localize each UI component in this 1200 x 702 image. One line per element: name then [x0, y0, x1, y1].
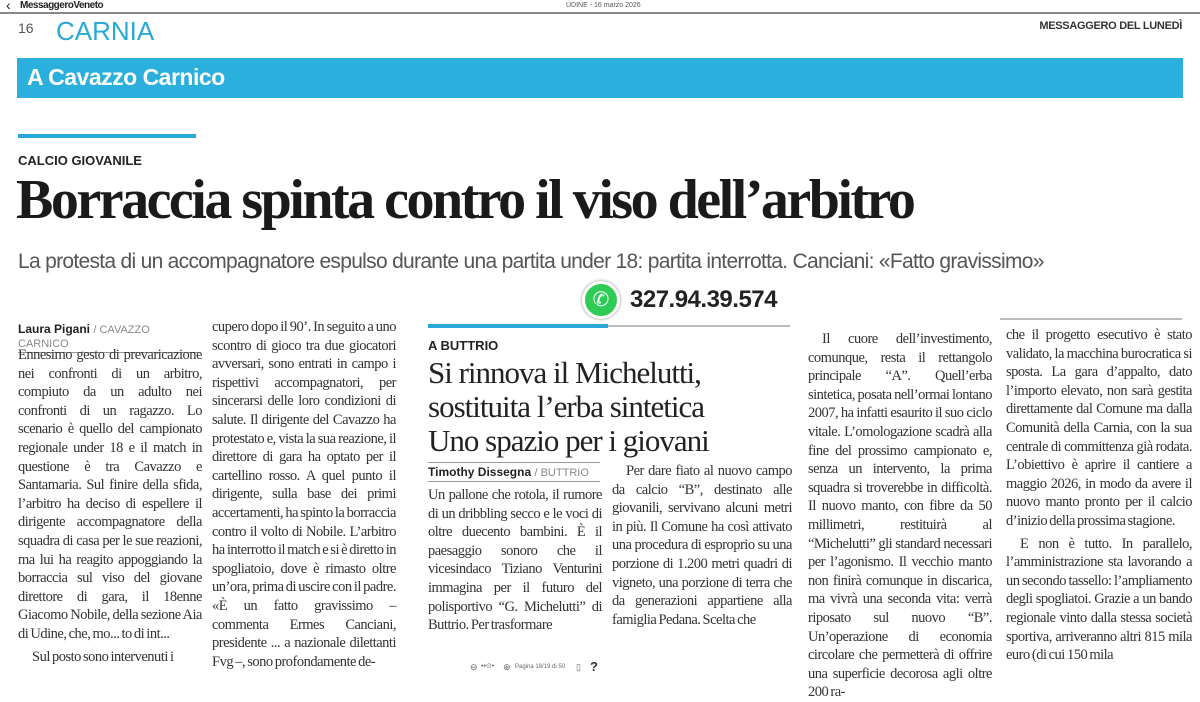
author: Timothy Dissegna: [428, 465, 532, 479]
headline-line: Uno spazio per i giovani: [428, 423, 709, 458]
dateline: / CAVAZZO CARNICO: [18, 324, 150, 350]
headline: Borraccia spinta contro il viso dell’arbitro: [16, 169, 914, 231]
zoom-in-icon[interactable]: ⊕: [503, 662, 511, 672]
author: Laura Pigani: [18, 322, 91, 336]
article2-column-4: che il progetto esecutivo è stato validato, la macchina burocratica si sposta. La gara d’appalto, dato l’importo elevato, non sarà gestita direttamente dal Comune ma dalla Comunità della Carnia, con la sua centrale di committenza già rodata. L’obiettivo è aprire il cantiere a maggio 2026, in modo da avere il nuovo manto pronto per il calcio d’inizio della prossima stagione.: [1006, 327, 1192, 529]
banner-title: A Cavazzo Carnico: [27, 64, 225, 90]
help-button[interactable]: ?: [590, 659, 598, 674]
zoom-out-icon[interactable]: ⊖: [470, 662, 478, 672]
thumbnails-icon[interactable]: ▯: [576, 662, 581, 672]
viewer-top-bar: [0, 0, 1200, 14]
article-column-1: Ennesimo gesto di prevaricazione nei confronti di un arbitro, compiuto da un adulto nei confronti di un ragazzo. Lo scenario è quello del campionato regionale under 18 e il match in questione è tra Cavazzo e Santamaria. Sul finire della sfida, l’arbitro ha deciso di espellere il dirigente accompagnatore della squadra di casa per le sue reazioni, ma lui ha reagito appoggiando la borraccia sul viso del giovane direttore di gara, il 18enne Giacomo Nobile, della sezione Aia di Udine, che, mo... to di int...: [18, 347, 202, 642]
page-indicator: Pagina 18/19 di 50: [515, 664, 566, 670]
back-button[interactable]: ‹: [6, 0, 11, 13]
kicker-2: A BUTTRIO: [428, 338, 499, 353]
article2-column-3: Il cuore dell’investimento, comunque, resta il rettangolo principale “A”. Quell’erba sintetica, posata nell’ormai lontano 2007, ha infatti esaurito il suo ciclo vitale. L’omologazione scadrà alla fine del prossimo campionato e, senza un intervento, la prima squadra si troverebbe in difficoltà. Il nuovo manto, con fibre da 50 millimetri, restituirà al “Michelutti” gli standard necessari per l’agonismo. Il vecchio manto non finirà comunque in discarica, ma vivrà una seconda vita: verrà riposato sul nuovo “B”. Un’operazione di economia circolare che permetterà di offrire una superficie decorosa agli oltre 200 ra-: [808, 331, 992, 701]
zoom-slider[interactable]: ••⊙•: [481, 663, 495, 670]
brand-link[interactable]: MessaggeroVeneto: [20, 0, 104, 11]
subheadline: La protesta di un accompagnatore espulso durante una partita under 18: partita interrotta. Canciani: «Fatto gravissimo»: [18, 250, 1044, 273]
headline-line: Si rinnova il Michelutti,: [428, 355, 701, 390]
viewer-toolbar: [470, 660, 604, 676]
rule-3: [1000, 318, 1182, 320]
article2-column-1: Un pallone che rotola, il rumore di un dribbling secco e le voci di oltre duecento bambini. È il paesaggio sonoro che il vicesindaco Tiziano Venturini immagina per il futuro del polisportivo “G. Michelutti” di Buttrio. Per trasformare: [428, 487, 602, 634]
whatsapp-number: 327.94.39.574: [630, 286, 777, 313]
byline-2: [428, 462, 600, 482]
article2-column-4-flow: [1006, 326, 1192, 665]
article2-column-2: Per dare fiato al nuovo campo da calcio “B”, destinato alle giovanili, servivano alcuni metri in più. Il Comune ha così attivato una procedura di esproprio su una porzione di 1.200 metri quadri di vigneto, una porzione di terra che da generazioni appartiene alla famiglia Pedana. Scelta che: [612, 463, 792, 628]
article-column-2: cupero dopo il 90’. In seguito a uno scontro di gioco tra due giocatori avversari, sono entrati in campo i rispettivi accompagnatori, per sincerarsi delle loro condizioni di salute. Il dirigente del Cavazzo ha protestato e, vista la sua reazione, il direttore di gara ha optato per il cartellino rosso. A quel punto il dirigente, sulla base dei primi accertamenti, ha spinto la borraccia contro il volto di Nobile. L’arbitro ha interrotto il match e si è diretto in spogliatoio, dove è rimasto oltre un’ora, prima di uscire con il padre. «È un fatto gravissimo – commenta Ermes Canciani, presidente ... a nazionale dilettanti Fvg –, sono profondamente de-: [212, 319, 396, 670]
headline-line: sostituita l’erba sintetica: [428, 389, 705, 424]
location-banner: [17, 58, 1183, 98]
headline-2: [428, 356, 709, 458]
rule-2: [608, 325, 790, 327]
whatsapp-overlay[interactable]: [580, 278, 790, 322]
article-column-1-flow: [18, 346, 202, 666]
article2-column-4b: E non è tutto. In parallelo, l’amministrazione sta lavorando a un secondo tassello: l’ampliamento degli spogliatoi. Grazie a un bando regionale vinto dalla stessa società sportiva, arriveranno altri 815 mila euro (di cui 150 mila: [1006, 535, 1192, 664]
whatsapp-icon: ✆: [582, 281, 620, 319]
newspaper-name: MESSAGGERO DEL LUNEDÌ: [1039, 20, 1182, 32]
dateline: / BUTTRIO: [534, 467, 589, 479]
section-title: CARNIA: [56, 16, 155, 46]
edition-date: UDINE - 16 marzo 2026: [566, 2, 641, 9]
article-column-1-cont: Sul posto sono intervenuti i: [32, 648, 174, 665]
page-number: 16: [18, 20, 34, 36]
accent-rule-2: [428, 324, 608, 328]
kicker: CALCIO GIOVANILE: [18, 153, 142, 168]
accent-rule: [18, 134, 196, 138]
